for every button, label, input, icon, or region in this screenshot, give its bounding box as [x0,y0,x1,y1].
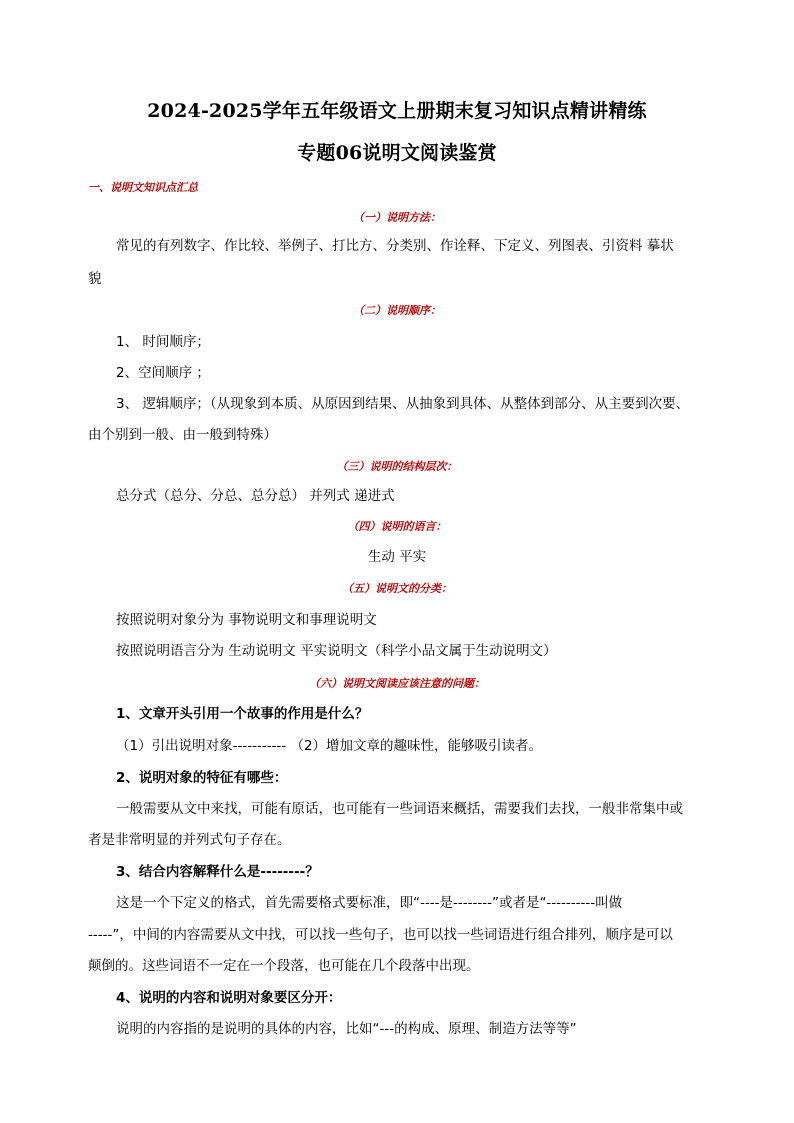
answer-4: 说明的内容指的是说明的具体的内容，比如“---的构成、原理、制造方法等等” [116,1021,577,1037]
answer-2-line2: 者是非常明显的并列式句子存在。 [88,832,291,848]
heading-methods: （一）说明方法： [353,211,441,224]
question-4: 4、说明的内容和说明对象要区分开： [116,990,342,1006]
section-heading-summary: 一、说明文知识点汇总 [88,181,198,194]
document-subtitle: 专题06说明文阅读鉴赏 [297,142,497,164]
order-item-space: 2、空间顺序 ； [116,365,210,381]
answer-3-line2: -----”，中间的内容需要从文中找，可以找一些句子，也可以找一些词语进行组合排列，顺序是可以 [88,927,673,943]
order-item-logic: 3、 逻辑顺序；（从现象到本质、从原因到结果、从抽象到具体、从整体到部分、从主要到次要、 [116,396,690,412]
methods-text-line1: 常见的有列数字、作比较、举例子、打比方、分类别、作诠释、下定义、列图表、引资料 摹状 [116,238,674,254]
answer-3-line3: 颠倒的。这些词语不一定在一个段落，也可能在几个段落中出现。 [88,958,480,974]
language-text: 生动 平实 [367,549,427,565]
order-item-time: 1、 时间顺序； [116,334,210,350]
methods-text-line2: 貌 [88,271,102,287]
answer-2-line1: 一般需要从文中来找，可能有原话，也可能有一些词语来概括，需要我们去找，一般非常集中或 [116,801,683,817]
types-line2: 按照说明语言分为 生动说明文 平实说明文（科学小品文属于生动说明文） [116,643,557,659]
types-line1: 按照说明对象分为 事物说明文和事理说明文 [116,612,377,628]
document-title: 2024-2025学年五年级语文上册期末复习知识点精讲精练 [147,100,647,122]
heading-order: （二）说明顺序： [353,304,441,317]
answer-1: （1）引出说明对象----------- （2）增加文章的趣味性，能够吸引读者。 [116,738,543,754]
question-1: 1、文章开头引用一个故事的作用是什么？ [116,706,369,722]
question-2: 2、说明对象的特征有哪些： [116,770,288,786]
heading-language: （四）说明的语言： [347,520,447,533]
question-3: 3、结合内容解释什么是--------？ [116,864,319,880]
order-item-logic-cont: 由个别到一般、由一般到特殊） [88,427,277,443]
answer-3-line1: 这是一个下定义的格式，首先需要格式要标准，即“----是--------”或者是“----------叫做 [116,895,623,911]
heading-types: （五）说明文的分类： [342,582,452,595]
structure-text: 总分式（总分、分总、总分总） 并列式 递进式 [116,488,395,504]
heading-structure: （三）说明的结构层次： [336,460,458,473]
heading-reading: （六）说明文阅读应该注意的问题： [309,677,485,690]
